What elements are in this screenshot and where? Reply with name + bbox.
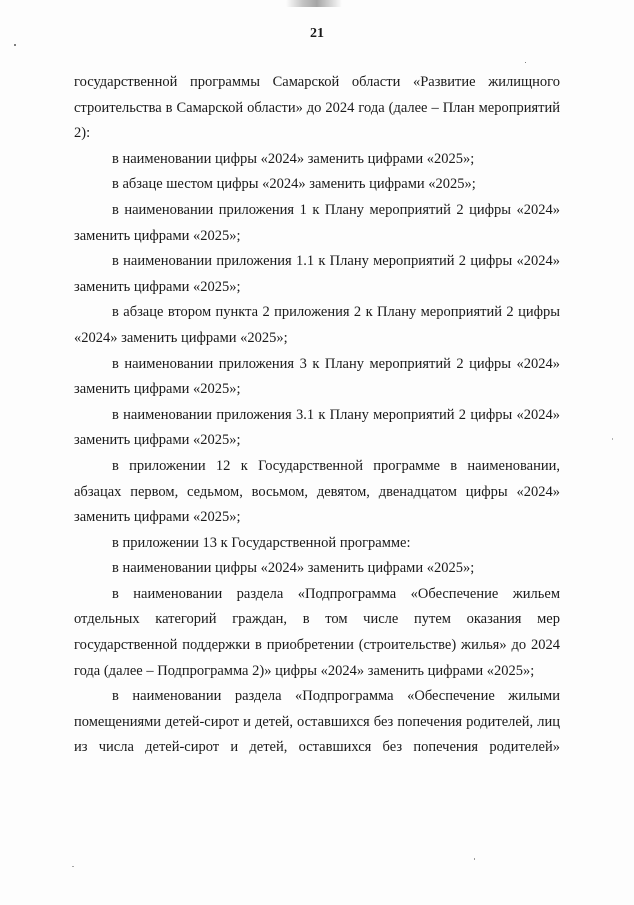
paragraph: в наименовании приложения 1 к Плану мероприятий 2 цифры «2024» заменить цифрами «2025»; [74,201,560,244]
paragraph: в наименовании цифры «2024» заменить цифрами «2025»; [112,560,475,577]
paragraph: в абзаце шестом цифры «2024» заменить цифрами «2025»; [112,176,476,193]
paragraph: в наименовании приложения 3.1 к Плану мероприятий 2 цифры «2024» заменить цифрами «2025»; [74,406,560,449]
paragraph: в наименовании приложения 1.1 к Плану мероприятий 2 цифры «2024» заменить цифрами «2025»; [74,253,560,295]
paragraph: в наименовании раздела «Подпрограмма «Обеспечение жильем отдельных категорий граждан, в том числе путем оказания мер государственной поддержки в приобретении (строительстве) жилья» до 2024 года (далее – Подпрограмма 2)» цифры «2024» заменить цифрами «2025»; [74,585,560,679]
scan-speck [474,858,475,860]
paragraph: в наименовании приложения 3 к Плану мероприятий 2 цифры «2024» заменить цифрами «2025»; [74,355,560,398]
scan-artifact [286,0,342,7]
document-body [74,70,560,761]
paragraph: в приложении 12 к Государственной программе в наименовании, абзацах первом, седьмом, восьмом, девятом, двенадцатом цифры «2024» заменить цифрами «2025»; [74,457,560,526]
paragraph: в приложении 13 к Государственной программе: [112,534,411,551]
scan-speck [612,438,613,440]
paragraph: в наименовании раздела «Подпрограмма «Обеспечение жилыми помещениями детей-сирот и детей, оставшихся без попечения родителей, лиц из числа детей-сирот и детей, оставшихся без попечения родителей» [74,688,560,756]
paragraph: в наименовании цифры «2024» заменить цифрами «2025»; [112,150,475,167]
scan-speck [72,866,74,867]
page-number: 21 [310,26,324,41]
paragraph: в абзаце втором пункта 2 приложения 2 к Плану мероприятий 2 цифры «2024» заменить цифрами «2025»; [74,304,560,346]
paragraph: государственной программы Самарской области «Развитие жилищного строительства в Самарской области» до 2024 года (далее – План мероприятий 2): [74,74,560,142]
scan-speck [525,62,526,63]
scan-speck [14,44,16,46]
